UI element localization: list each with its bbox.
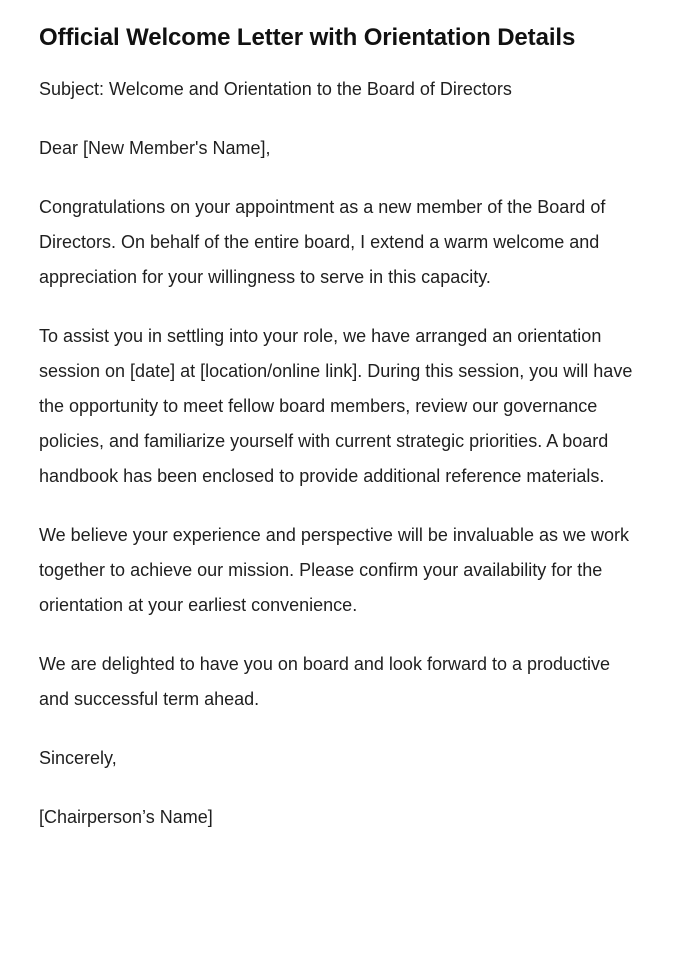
letter-body <box>39 72 650 835</box>
body-paragraph-3: We believe your experience and perspective will be invaluable as we work together to achieve our mission. Please confirm your availability for the orientation at your earliest convenience. <box>39 525 634 615</box>
body-paragraph-2: To assist you in settling into your role, we have arranged an orientation session on [date] at [location/online link]. During this session, you will have the opportunity to meet fellow board members, review our governance policies, and familiarize yourself with current strategic priorities. A board handbook has been enclosed to provide additional reference materials. <box>39 326 638 486</box>
page-title: Official Welcome Letter with Orientation Details <box>39 24 576 51</box>
body-paragraph-4: We are delighted to have you on board and look forward to a productive and successful term ahead. <box>39 654 616 709</box>
signature-line: [Chairperson’s Name] <box>39 807 213 827</box>
closing-line: Sincerely, <box>39 748 117 768</box>
salutation-line: Dear [New Member's Name], <box>39 138 271 158</box>
body-paragraph-1: Congratulations on your appointment as a new member of the Board of Directors. On behalf of the entire board, I extend a warm welcome and appreciation for your willingness to serve in this capacity. <box>39 197 611 287</box>
subject-line: Subject: Welcome and Orientation to the Board of Directors <box>39 79 512 99</box>
